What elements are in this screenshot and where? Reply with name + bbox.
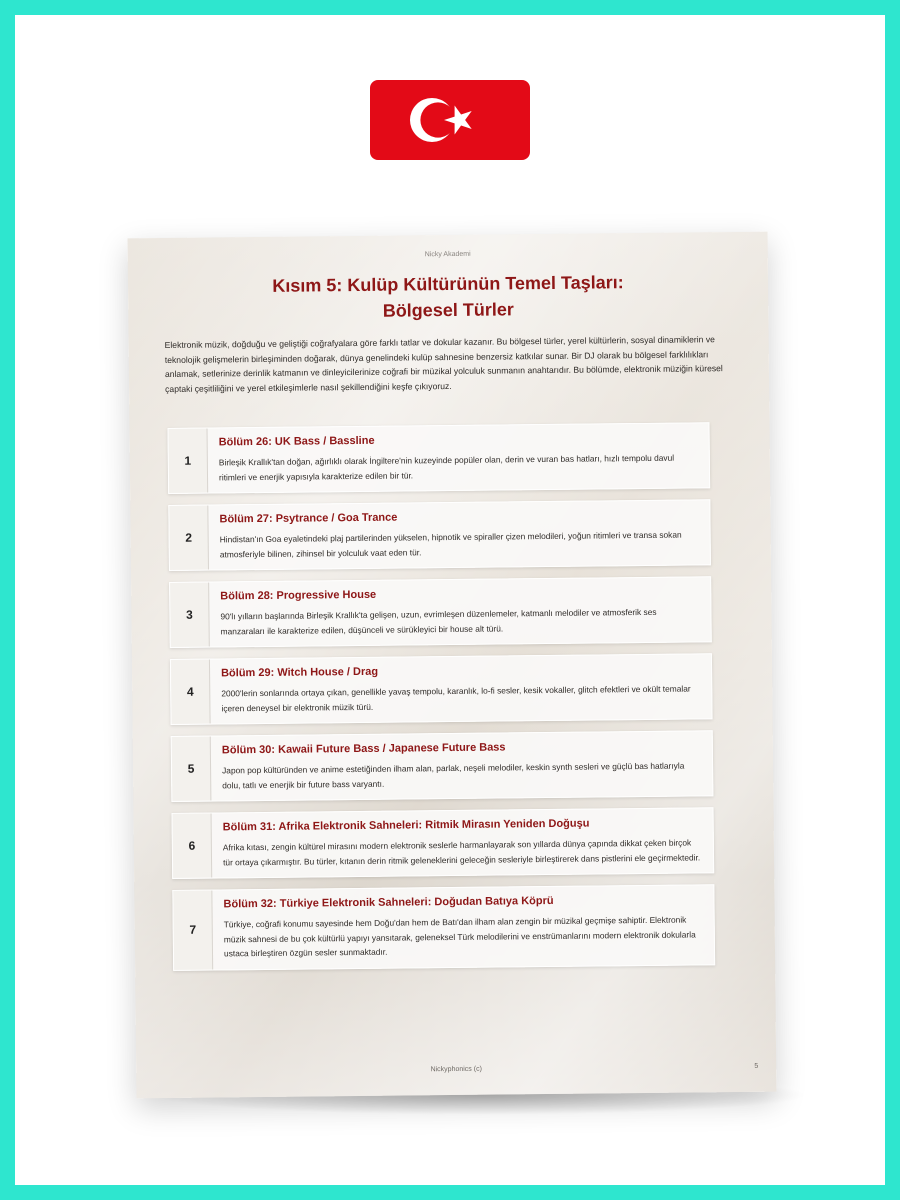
item-description: Birleşik Krallık'tan doğan, ağırlıklı olarak İngiltere'nin kuzeyinde popüler olan, derin ve vuran bas hatları, hızlı tempolu davul ritimleri ve enerjik yapısıyla karakterize edilen bir tür. [218, 452, 675, 482]
page-number: 5 [754, 1062, 759, 1070]
white-frame [15, 15, 885, 1185]
list-item [168, 422, 711, 494]
list-item [170, 653, 713, 725]
item-title: Bölüm 29: Witch House / Drag [221, 665, 379, 680]
item-description: 90'lı yılların başlarında Birleşik Krallık'ta gelişen, uzun, evrimleşen düzenlemeler, katmanlı melodiler ve atmosferik ses manzaraları ile karakterize edilen, düşünceli ve sürükleyici bir house alt türü. [220, 606, 657, 636]
header-brand: Nicky Akademi [424, 250, 471, 259]
item-title: Bölüm 31: Afrika Elektronik Sahneleri: Ritmik Mirasın Yeniden Doğuşu [222, 817, 590, 834]
item-description: 2000'lerin sonlarında ortaya çıkan, genellikle yavaş tempolu, karanlık, lo-fi sesler, kesik vokaller, glitch efektleri ve okült temalar içeren deneysel bir elektronik müzik türü. [221, 683, 691, 713]
item-title: Bölüm 32: Türkiye Elektronik Sahneleri: Doğudan Batıya Köprü [223, 894, 554, 911]
page-title [168, 268, 729, 326]
item-title: Bölüm 26: UK Bass / Bassline [218, 434, 375, 449]
item-description: Japon pop kültüründen ve anime estetiğinden ilham alan, parlak, neşeli melodiler, keskin synth sesleri ve güçlü bas hatlarıyla dolu, tatlı ve enerjik bir future bass varyantı. [222, 760, 685, 790]
list-item [168, 499, 711, 571]
item-description: Türkiye, coğrafi konumu sayesinde hem Doğu'dan hem de Batı'dan ilham alan zengin bir müzikal geçmişe sahiptir. Elektronik müzik sahnesi de bu çok kültürlü yapıyı yansıtarak, geleneksel Türk melodilerini ve enstrümanlarını modern elektronik dokularla ustaca birleştiren özgün sesler sunmaktadır. [223, 914, 696, 959]
title-line-2: Bölgesel Türler [382, 299, 514, 321]
title-line-1: Kısım 5: Kulüp Kültürünün Temel Taşları: [272, 272, 624, 296]
list-item [171, 730, 714, 802]
document-page [128, 232, 777, 1099]
list-item [172, 807, 715, 879]
item-description: Afrika kıtası, zengin kültürel mirasını modern elektronik seslerle harmanlayarak son yıllarda dünya çapında dikkat çeken birçok tür ortaya çıkarmıştır. Bu türler, kıtanın derin ritmik geleneklerini geleceğin sesleriyle birleştirerek dans pistlerini ele geçirmektedir. [222, 837, 701, 867]
item-title: Bölüm 30: Kawaii Future Bass / Japanese Future Bass [221, 741, 506, 757]
item-number: 7 [173, 891, 213, 970]
item-description: Hindistan'ın Goa eyaletindeki plaj partilerinden yükselen, hipnotik ve spiraller çizen melodileri, yoğun ritimleri ve transa sokan atmosferiyle bilinen, zihinsel bir yolculuk vaat eden tür. [219, 529, 682, 559]
chapter-list [168, 422, 716, 981]
item-title: Bölüm 28: Progressive House [220, 588, 377, 603]
list-item [169, 576, 712, 648]
item-number: 3 [170, 583, 210, 647]
item-number: 1 [169, 429, 209, 493]
item-title: Bölüm 27: Psytrance / Goa Trance [219, 511, 398, 526]
item-number: 4 [171, 660, 211, 724]
turkey-flag-icon [370, 80, 530, 160]
crescent-star-icon [370, 80, 530, 160]
footer-brand: Nickyphonics (c) [430, 1065, 482, 1074]
intro-paragraph: Elektronik müzik, doğduğu ve geliştiği coğrafyalara göre farklı tatlar ve dokular kazanır. Bu bölgesel türler, yerel kültürlerin, sosyal dinamiklerin ve teknolojik gelişmelerin birleşiminden doğarak, dünya genelindeki kulüp sahnesine benzersiz katkılar sunar. Bir DJ olarak bu bölgesel farklılıkları anlamak, setlerinize derinlik katmanın ve dinleyicilerinize coğrafi bir müzikal yolculuk sunmanın anahtarıdır. Bu bölümde, elektronik müziğin küresel çaptaki çeşitliliğini ve yerel etkileşimlerle nasıl şekillendiğini keşfe çıkıyoruz. [164, 334, 723, 394]
item-number: 2 [169, 506, 209, 570]
list-item [172, 884, 715, 970]
item-number: 6 [173, 814, 213, 878]
item-number: 5 [172, 737, 212, 801]
